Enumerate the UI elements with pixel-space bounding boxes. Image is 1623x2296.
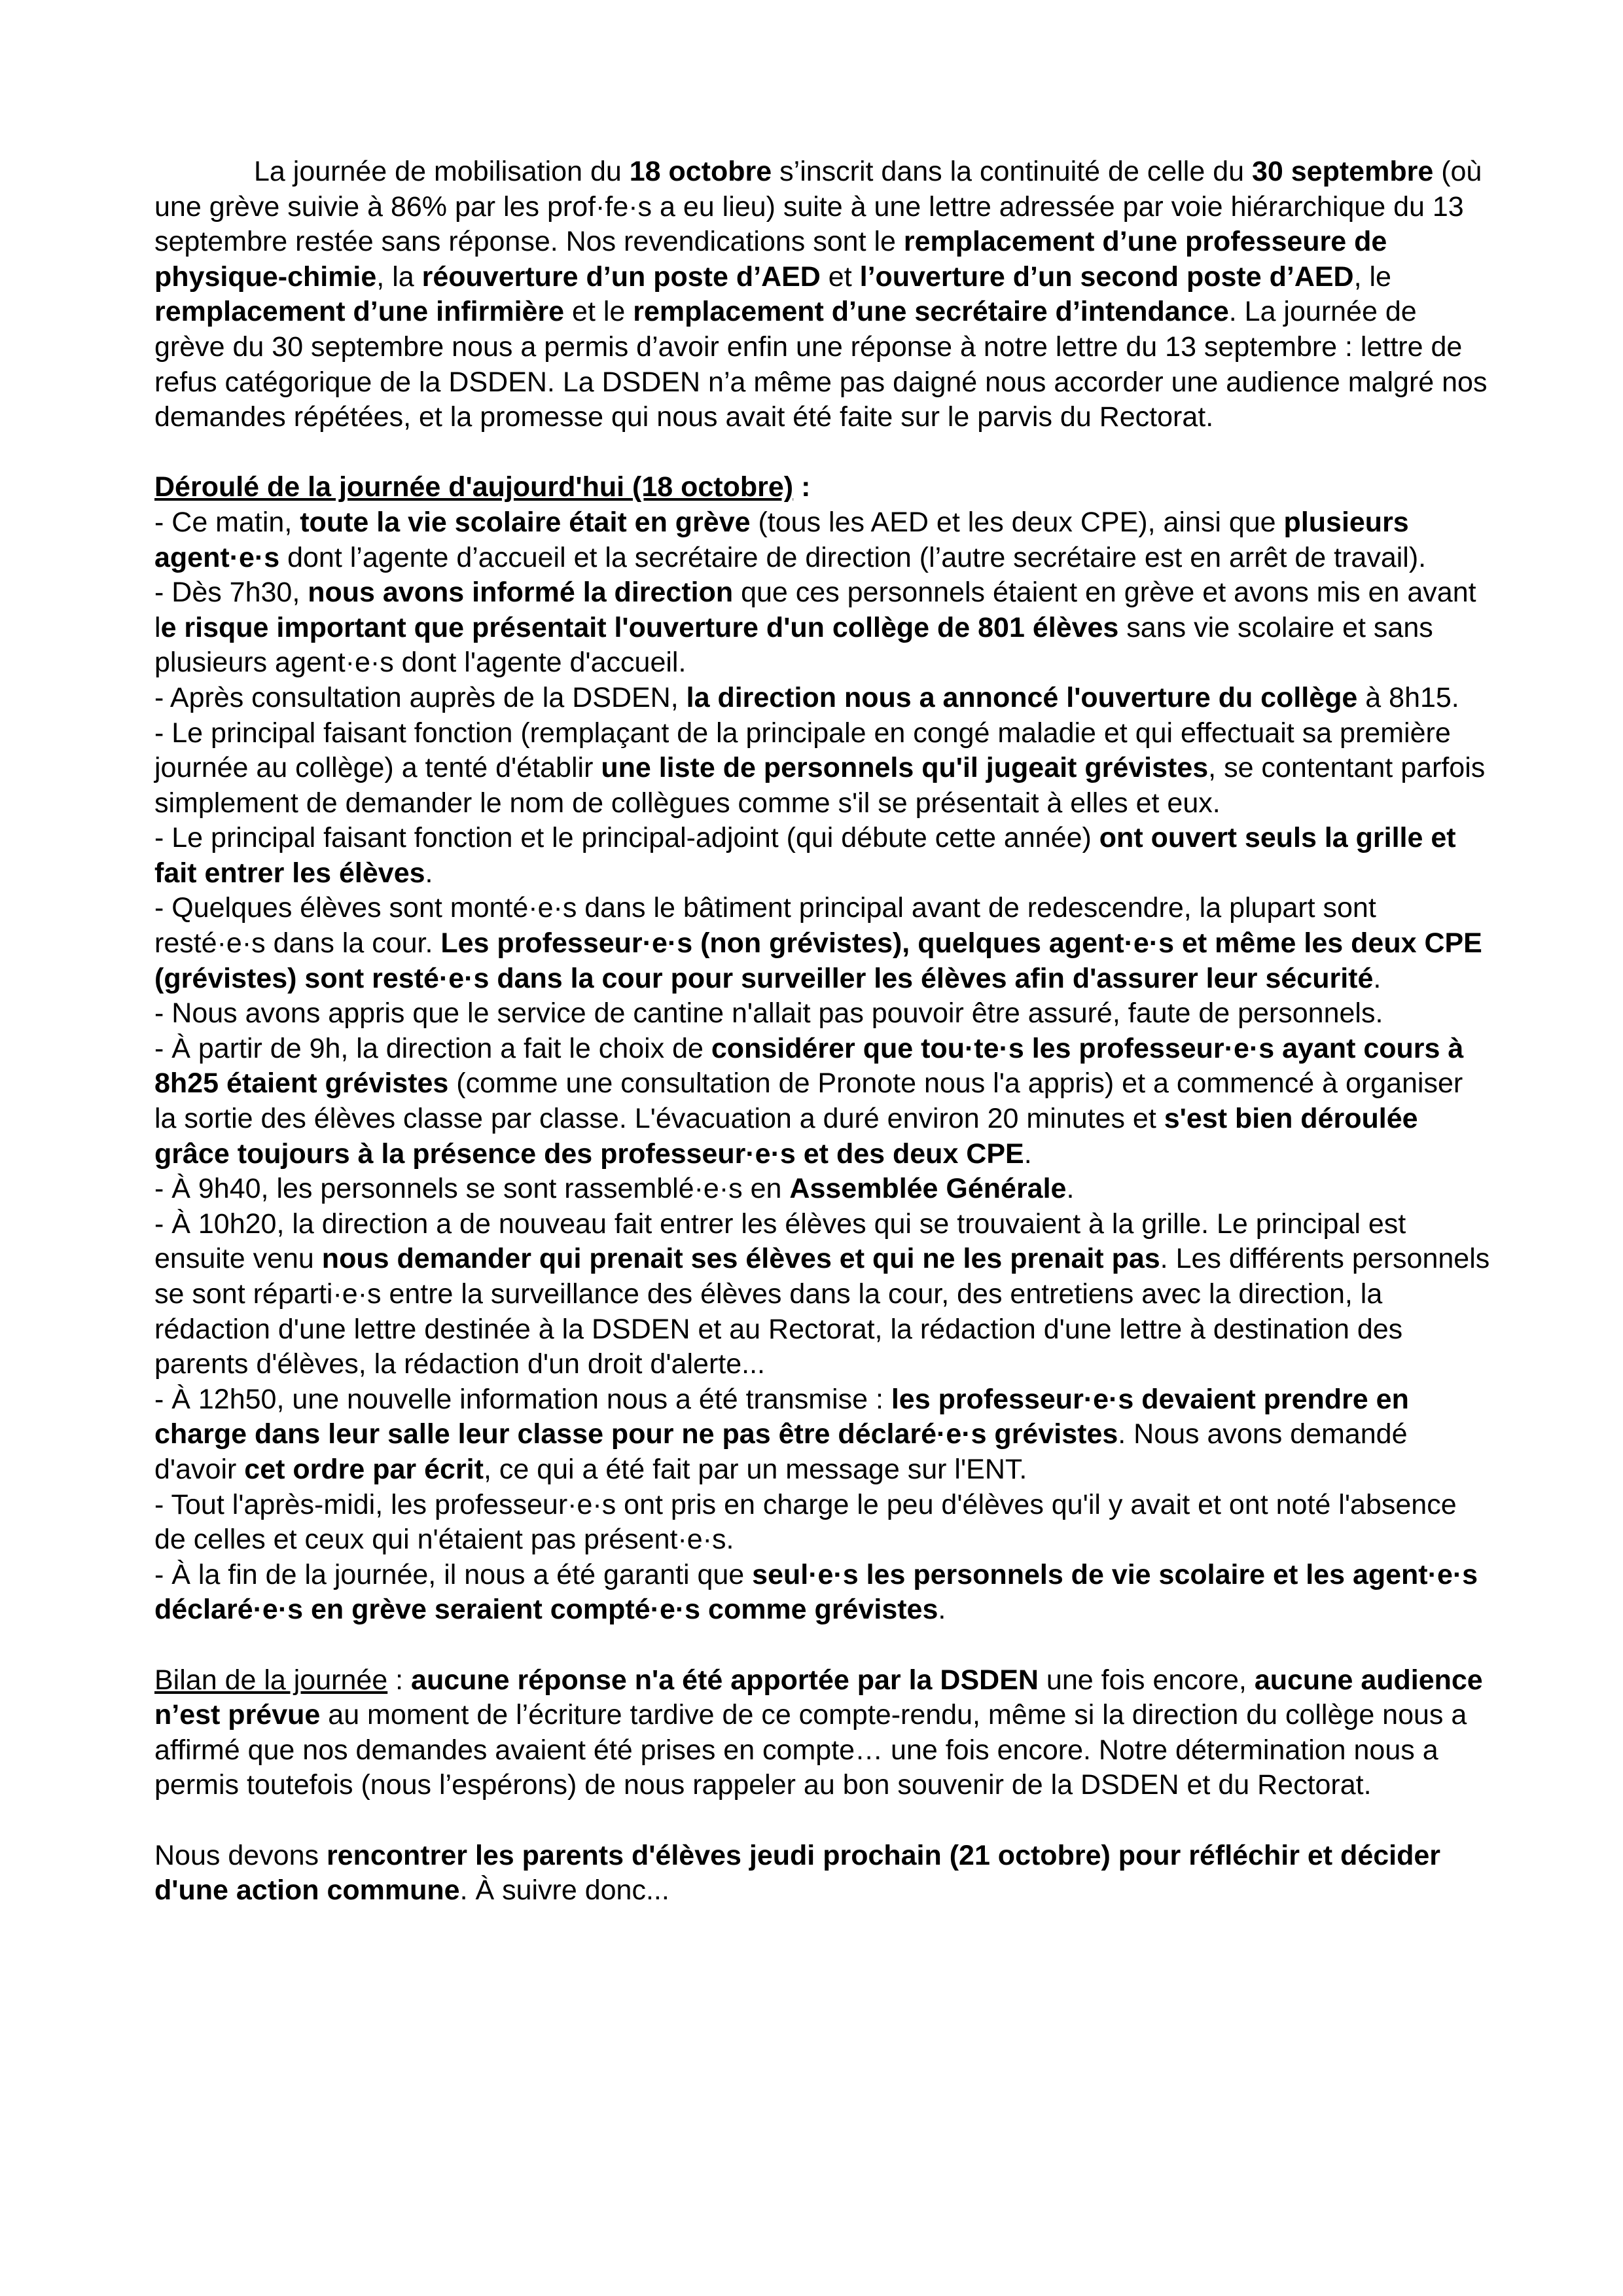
document-page [154,154,1492,1909]
bold-text-run: la direction nous a annoncé l'ouverture du collège [686,681,1358,713]
text-run: . [1024,1138,1032,1170]
text-run: (comme une consultation de Pronote nous l'a appris) et a commencé à organiser la sortie des élèves classe par classe. L'évacuation a duré environ 20 minutes et [154,1067,1463,1135]
bold-text-run: remplacement d’une professeure de physique-chimie [154,226,1387,293]
bold-text-run: 30 septembre [1251,156,1434,187]
deroule-item [154,821,1492,891]
bold-text-run: remplacement d’une secrétaire d’intendance [633,296,1229,328]
bold-text-run: aucune réponse n'a été apportée par la DSDEN [411,1664,1039,1696]
text-run: . Les différents personnels se sont réparti·e·s entre la surveillance des élèves dans la cour, des entretiens avec la direction, la rédaction d'une lettre destinée à la DSDEN et au Rectorat, la rédaction d'une lettre à destination des parents d'élèves, la rédaction d'un droit d'alerte... [154,1243,1490,1380]
deroule-item [154,1488,1492,1558]
bold-text-run: toute la vie scolaire était en grève [300,506,751,538]
bold-text-run: Déroulé de la journée d'aujourd'hui (18 octobre) [154,471,794,503]
deroule-item [154,575,1492,681]
text-run: - Nous avons appris que le service de cantine n'allait pas pouvoir être assuré, faute de personnels. [154,997,1383,1030]
text-run: et le [564,296,633,328]
conclusion-paragraph [154,1839,1492,1909]
text-run: - Tout l'après-midi, les professeur·e·s ont pris en charge le peu d'élèves qu'il y avait et ont noté l'absence de celles et ceux qui n'étaient pas présent·e·s. [154,1488,1457,1556]
deroule-item [154,1172,1492,1207]
text-run: . [425,857,433,889]
text-run: s’inscrit dans la continuité de celle du [772,156,1252,187]
text-run: sans vie scolaire et sans plusieurs agent·e·s dont l'agente d'accueil. [154,611,1433,679]
text-run: , ce qui a été fait par un message sur l'ENT. [483,1453,1027,1485]
bold-text-run: les professeur·e·s devaient prendre en charge dans leur salle leur classe pour ne pas être déclaré·e·s grévistes [154,1383,1409,1450]
bold-text-run: s'est bien déroulée grâce toujours à la présence des professeur·e·s et des deux CPE [154,1103,1418,1170]
text-run: , le [1353,260,1391,293]
deroule-item [154,1558,1492,1628]
text-run: dont l’agente d’accueil et la secrétaire de direction (l’autre secrétaire est en arrêt de travail). [279,541,1427,573]
bold-text-run: Les professeur·e·s (non grévistes), quelques agent·e·s et même les deux CPE (grévistes) sont resté·e·s dans la cour pour surveiller les élèves afin d'assurer leur sécurité [154,927,1482,994]
deroule-item [154,1382,1492,1488]
text-run: (où une grève suivie à 86% par les prof·fe·s a eu lieu) suite à une lettre adressée par voie hiérarchique du 13 septembre restée sans réponse. Nos revendications sont le [154,156,1482,258]
deroule-item [154,1031,1492,1172]
deroule-heading [154,470,1492,505]
text-run: - Ce matin, [154,506,300,538]
text-run: : [387,1664,412,1696]
text-run: . La journée de grève du 30 septembre nous a permis d’avoir enfin une réponse à notre lettre du 13 septembre : lettre de refus catégorique de la DSDEN. La DSDEN n’a même pas daigné nous accorder une audience malgré nos demandes répétées, et la promesse qui nous avait été faite sur le parvis du Rectorat. [154,296,1488,433]
deroule-item [154,505,1492,575]
bold-text-run: rencontrer les parents d'élèves jeudi prochain (21 octobre) pour réfléchir et décider d'une action commune [154,1839,1441,1907]
bold-text-run: : [793,471,811,503]
text-run: - À la fin de la journée, il nous a été garanti que [154,1558,753,1590]
bold-text-run: Assemblée Générale [789,1173,1067,1205]
text-run: que ces personnels étaient en grève et avons mis en avant l [154,577,1476,643]
text-run: . Nous avons demandé d'avoir [154,1418,1408,1485]
intro-paragraph [154,154,1492,435]
bold-text-run: seul·e·s les personnels de vie scolaire et les agent·e·s déclaré·e·s en grève seraient compté·e·s comme grévistes [154,1558,1478,1626]
bold-text-run: une liste de personnels qu'il jugeait grévistes [601,752,1209,784]
text-run: - À 10h20, la direction a de nouveau fait entrer les élèves qui se trouvaient à la grille. Le principal est ensuite venu [154,1208,1406,1275]
bold-text-run: considérer que tou·te·s les professeur·e·s ayant cours à 8h25 étaient grévistes [154,1032,1464,1100]
bold-text-run: l’ouverture d’un second poste d’AED [859,260,1354,293]
text-run: une fois encore, [1038,1664,1255,1696]
bold-text-run: nous avons informé la direction [308,577,734,609]
bold-text-run: 18 octobre [629,156,772,187]
paragraph-spacer [154,1628,1492,1663]
text-run: à 8h15. [1357,681,1459,713]
bold-text-run: cet ordre par écrit [244,1453,484,1485]
bold-text-run: ont ouvert seuls la grille et fait entrer les élèves [154,822,1456,889]
text-run: - À 12h50, une nouvelle information nous a été transmise : [154,1383,891,1415]
bold-text-run: plusieurs agent·e·s [154,506,1409,573]
bilan-paragraph [154,1663,1492,1803]
bold-text-run: nous demander qui prenait ses élèves et qui ne les prenait pas [321,1243,1160,1275]
deroule-list [154,505,1492,1628]
deroule-item [154,681,1492,716]
text-run: - Après consultation auprès de la DSDEN, [154,681,687,713]
text-run: La journée de mobilisation du [254,156,630,187]
bold-text-run: aucune audience n’est prévue [154,1664,1483,1731]
text-run: - À partir de 9h, la direction a fait le choix de [154,1032,711,1064]
text-run: - Le principal faisant fonction et le principal-adjoint (qui débute cette année) [154,822,1099,854]
text-run: Bilan de la journée [154,1664,388,1696]
text-run: , se contentant parfois simplement de demander le nom de collègues comme s'il se présentait à elles et eux. [154,752,1486,819]
text-run: - Dès 7h30, [154,577,308,609]
text-run: - Le principal faisant fonction (remplaçant de la principale en congé maladie et qui effectuait sa première journée au collège) a tenté d'établir [154,717,1451,784]
text-run: au moment de l’écriture tardive de ce compte-rendu, même si la direction du collège nous a affirmé que nos demandes avaient été prises en compte… une fois encore. Notre détermination nous a permis toutefois (nous l’espérons) de nous rappeler au bon souvenir de la DSDEN et du Rectorat. [154,1699,1467,1801]
paragraph-spacer [154,1803,1492,1839]
bold-text-run: remplacement d’une infirmière [154,296,565,328]
text-run: . À suivre donc... [459,1874,669,1907]
text-run: . [1066,1173,1075,1205]
text-run: (tous les AED et les deux CPE), ainsi que [750,506,1284,538]
text-run: - À 9h40, les personnels se sont rassemblé·e·s en [154,1173,790,1205]
text-run: Nous devons [154,1839,327,1871]
paragraph-spacer [154,435,1492,471]
bold-text-run: réouverture d’un poste d’AED [421,260,821,293]
text-run: . [1373,962,1382,994]
deroule-item [154,996,1492,1031]
bold-text-run: e risque important que présentait l'ouverture d'un collège de 801 élèves [160,611,1119,643]
deroule-item [154,716,1492,821]
deroule-item [154,891,1492,996]
text-run: . [938,1594,946,1626]
text-run: et [820,260,860,293]
deroule-item [154,1207,1492,1382]
text-run: - Quelques élèves sont monté·e·s dans le bâtiment principal avant de redescendre, la plupart sont resté·e·s dans la cour. [154,892,1376,960]
text-run: , la [376,260,422,293]
